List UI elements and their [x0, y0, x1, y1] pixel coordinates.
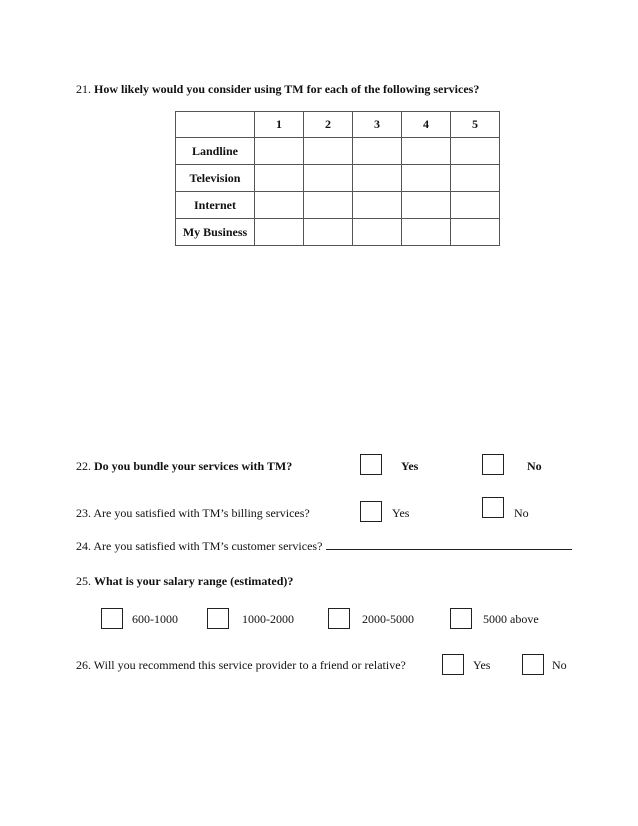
q25-option-label: 2000-5000	[362, 612, 414, 626]
question-25	[76, 574, 293, 589]
q22-yes-checkbox[interactable]	[360, 454, 382, 475]
rating-col-5: 5	[451, 112, 500, 138]
q25-2000-5000-checkbox[interactable]	[328, 608, 350, 629]
q23-yes-checkbox[interactable]	[360, 501, 382, 522]
rating-row-internet	[176, 192, 500, 219]
question-21-number: 21.	[76, 82, 91, 96]
rating-cell[interactable]	[402, 192, 451, 219]
rating-cell[interactable]	[255, 219, 304, 246]
rating-cell[interactable]	[353, 165, 402, 192]
rating-cell[interactable]	[402, 165, 451, 192]
q25-1000-2000-checkbox[interactable]	[207, 608, 229, 629]
rating-cell[interactable]	[451, 219, 500, 246]
rating-cell[interactable]	[353, 138, 402, 165]
rating-cell[interactable]	[353, 219, 402, 246]
q26-no-checkbox[interactable]	[522, 654, 544, 675]
rating-cell[interactable]	[451, 192, 500, 219]
rating-row-label: Television	[176, 165, 255, 192]
question-21	[76, 82, 479, 97]
q22-no-checkbox[interactable]	[482, 454, 504, 475]
question-25-text: What is your salary range (estimated)?	[94, 574, 294, 588]
rating-cell[interactable]	[304, 192, 353, 219]
rating-header-row	[176, 112, 500, 138]
rating-row-landline	[176, 138, 500, 165]
q24-answer-line[interactable]	[326, 538, 572, 550]
q25-option-label: 5000 above	[483, 612, 539, 626]
question-21-text: How likely would you consider using TM for each of the following services?	[94, 82, 480, 96]
q26-yes-checkbox[interactable]	[442, 654, 464, 675]
rating-cell[interactable]	[304, 165, 353, 192]
question-22-text: Do you bundle your services with TM?	[94, 459, 293, 473]
rating-cell[interactable]	[255, 192, 304, 219]
q23-no-checkbox[interactable]	[482, 497, 504, 518]
rating-cell[interactable]	[304, 219, 353, 246]
rating-row-my-business	[176, 219, 500, 246]
rating-cell[interactable]	[304, 138, 353, 165]
q25-5000-above-checkbox[interactable]	[450, 608, 472, 629]
rating-col-1: 1	[255, 112, 304, 138]
rating-corner-cell	[176, 112, 255, 138]
q26-no-label: No	[552, 658, 567, 672]
rating-col-2: 2	[304, 112, 353, 138]
rating-cell[interactable]	[402, 219, 451, 246]
q23-yes-label: Yes	[392, 506, 410, 520]
question-24-text: 24. Are you satisfied with TM’s customer services?	[76, 539, 323, 553]
question-22	[76, 459, 292, 474]
rating-cell[interactable]	[255, 138, 304, 165]
rating-row-television	[176, 165, 500, 192]
q22-no-label: No	[527, 459, 542, 473]
rating-row-label: Internet	[176, 192, 255, 219]
rating-cell[interactable]	[451, 138, 500, 165]
q25-option-label: 1000-2000	[242, 612, 294, 626]
q25-option-label: 600-1000	[132, 612, 178, 626]
q26-yes-label: Yes	[473, 658, 491, 672]
rating-row-label: Landline	[176, 138, 255, 165]
rating-col-4: 4	[402, 112, 451, 138]
q25-600-1000-checkbox[interactable]	[101, 608, 123, 629]
rating-table	[175, 111, 500, 246]
question-24	[76, 538, 572, 554]
question-25-number: 25.	[76, 574, 91, 588]
question-26-text: 26. Will you recommend this service provider to a friend or relative?	[76, 658, 406, 672]
question-22-number: 22.	[76, 459, 91, 473]
rating-row-label: My Business	[176, 219, 255, 246]
question-23-text: 23. Are you satisfied with TM’s billing services?	[76, 506, 310, 520]
rating-cell[interactable]	[451, 165, 500, 192]
q23-no-label: No	[514, 506, 529, 520]
rating-cell[interactable]	[353, 192, 402, 219]
rating-col-3: 3	[353, 112, 402, 138]
rating-cell[interactable]	[255, 165, 304, 192]
q22-yes-label: Yes	[401, 459, 419, 473]
rating-cell[interactable]	[402, 138, 451, 165]
